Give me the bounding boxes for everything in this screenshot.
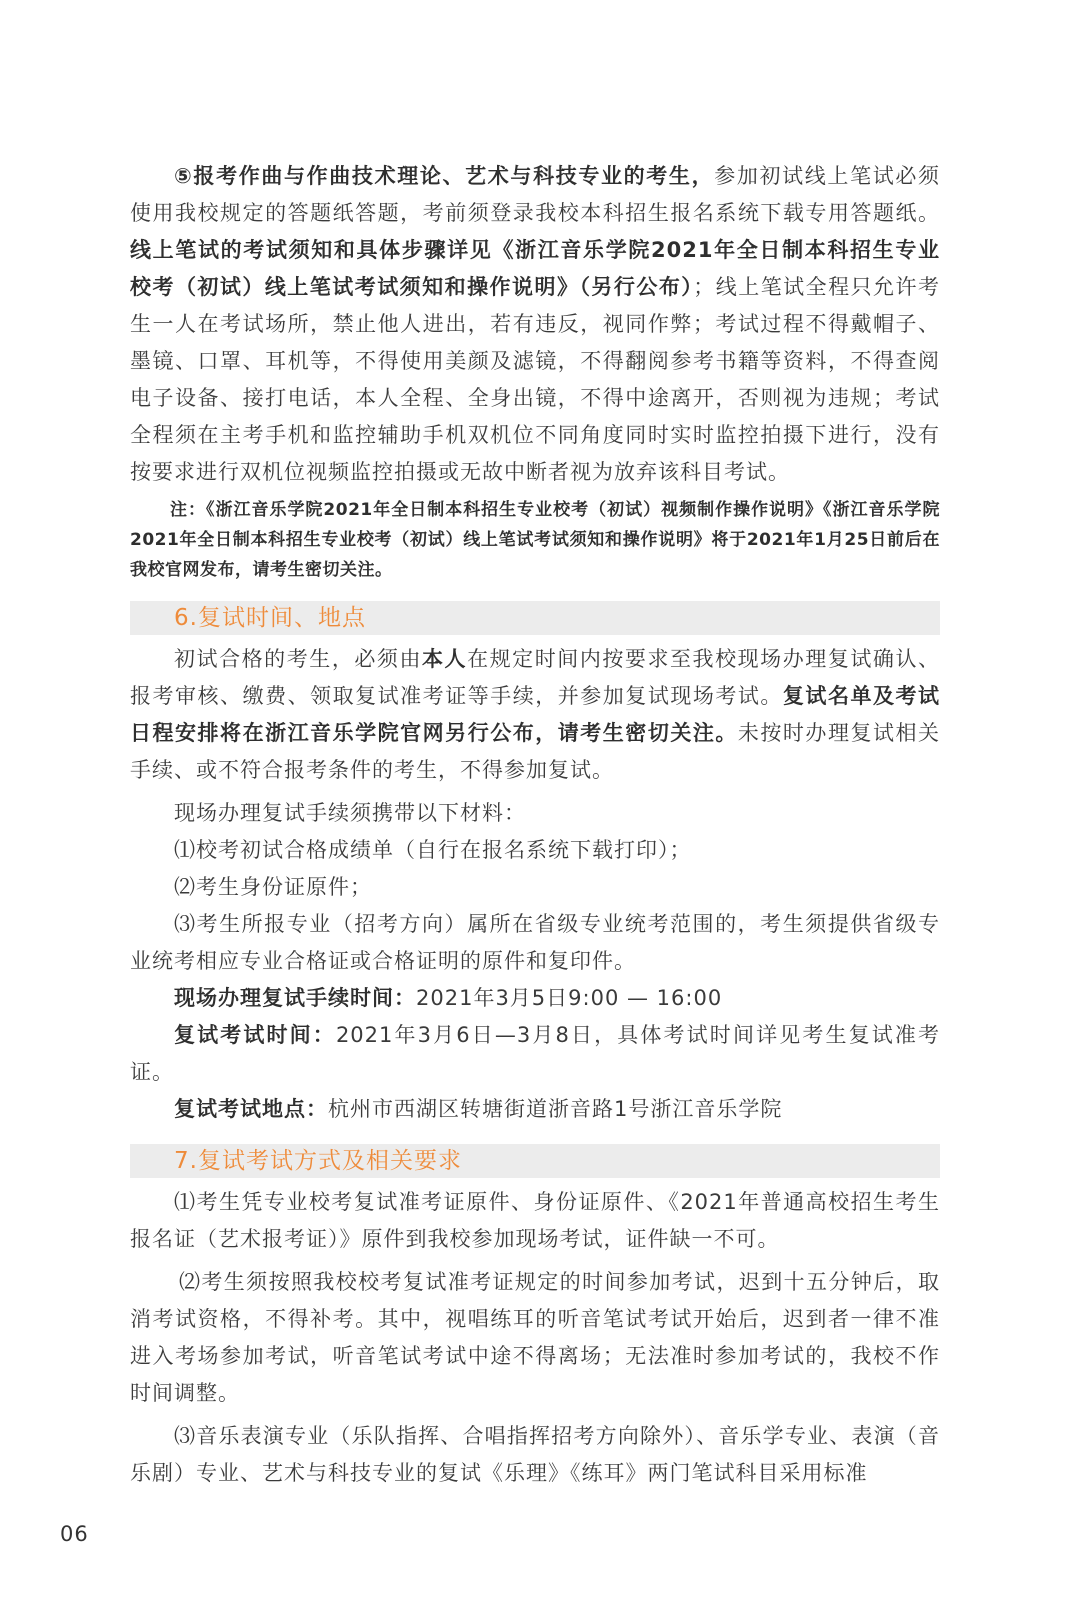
exam-place-line [130, 1091, 940, 1128]
procedure-time-label: 现场办理复试手续时间： [174, 986, 416, 1010]
materials-intro: 现场办理复试手续须携带以下材料： [174, 801, 526, 825]
intro-bold-mid: 线上笔试的考试须知和具体步骤详见《浙江音乐学院2021年全日制本科招生专业校考（初试）线上笔试考试须知和操作说明》（另行公布） [130, 238, 940, 299]
intro-text-1: 参加初试线上笔试必须使用我校规定的答题纸答题，考前须登录我校本科招生报名系统下载专用答题纸。 [130, 164, 941, 225]
section-6-heading: 6.复试时间、地点 [130, 601, 940, 635]
section-6-paragraph [130, 641, 940, 789]
page-number: 06 [60, 1522, 89, 1546]
section-6-bold-self: 本人 [422, 647, 468, 671]
materials-item-3: ⑶考生所报专业（招考方向）属所在省级专业统考范围的，考生须提供省级专业统考相应专业合格证或合格证明的原件和复印件。 [130, 912, 940, 973]
exam-place-label: 复试考试地点： [174, 1097, 328, 1121]
exam-time-label: 复试考试时间： [174, 1023, 336, 1047]
section-6-bold-notice: 复试名单及考试日程安排将在浙江音乐学院官网另行公布，请考生密切关注。 [130, 684, 941, 745]
exam-time-line [130, 1017, 940, 1091]
section-6-text-e: 未按时办理复试相关手续、或不符合报考条件的考生，不得参加复试。 [130, 721, 941, 782]
exam-time-value: 2021年3月6日—3月8日，具体考试时间详见考生复试准考证。 [130, 1023, 941, 1084]
intro-text-2: ；线上笔试全程只允许考生一人在考试场所，禁止他人进出，若有违反，视同作弊；考试过程不得戴帽子、墨镜、口罩、耳机等，不得使用美颜及滤镜，不得翻阅参考书籍等资料，不得查阅电子设备、接打电话，本人全程、全身出镜，不得中途离开，否则视为违规；考试全程须在主考手机和监控辅助手机双机位不同角度同时实时监控拍摄下进行，没有按要求进行双机位视频监控拍摄或无故中断者视为放弃该科目考试。 [130, 275, 941, 484]
materials-item-2: ⑵考生身份证原件； [174, 875, 372, 899]
section-6-text-c: 在规定时间内按要求至我校现场办理复试确认、报考审核、缴费、领取复试准考证等手续，并参加复试现场考试。 [130, 647, 941, 708]
exam-place-value: 杭州市西湖区转塘街道浙音路1号浙江音乐学院 [328, 1097, 783, 1121]
section-6-text-a: 初试合格的考生，必须由 [174, 647, 422, 671]
note-paragraph: 注：《浙江音乐学院2021年全日制本科招生专业校考（初试）视频制作操作说明》《浙江音乐学院2021年全日制本科招生专业校考（初试）线上笔试考试须知和操作说明》将于2021年1月25日前后在我校官网发布，请考生密切关注。 [130, 500, 940, 580]
intro-bold-lead: ⑤报考作曲与作曲技术理论、艺术与科技专业的考生， [174, 164, 715, 188]
section-7-heading: 7.复试考试方式及相关要求 [130, 1144, 940, 1178]
requirement-item-2: ⑵考生须按照我校校考复试准考证规定的时间参加考试，迟到十五分钟后，取消考试资格，不得补考。其中，视唱练耳的听音笔试考试开始后，迟到者一律不准进入考场参加考试，听音笔试考试中途不得离场；无法准时参加考试的，我校不作时间调整。 [130, 1270, 940, 1405]
procedure-time-value: 2021年3月5日9:00 — 16:00 [416, 986, 723, 1010]
procedure-time-line [130, 980, 940, 1017]
requirement-item-3: ⑶音乐表演专业（乐队指挥、合唱指挥招考方向除外）、音乐学专业、表演（音乐剧）专业、艺术与科技专业的复试《乐理》《练耳》两门笔试科目采用标准 [130, 1424, 940, 1485]
page-content [130, 158, 940, 1492]
materials-item-1: ⑴校考初试合格成绩单（自行在报名系统下载打印）； [174, 838, 692, 862]
requirement-item-1: ⑴考生凭专业校考复试准考证原件、身份证原件、《2021年普通高校招生考生报名证（艺术报考证）》原件到我校参加现场考试，证件缺一不可。 [130, 1190, 940, 1251]
intro-paragraph [130, 158, 940, 491]
